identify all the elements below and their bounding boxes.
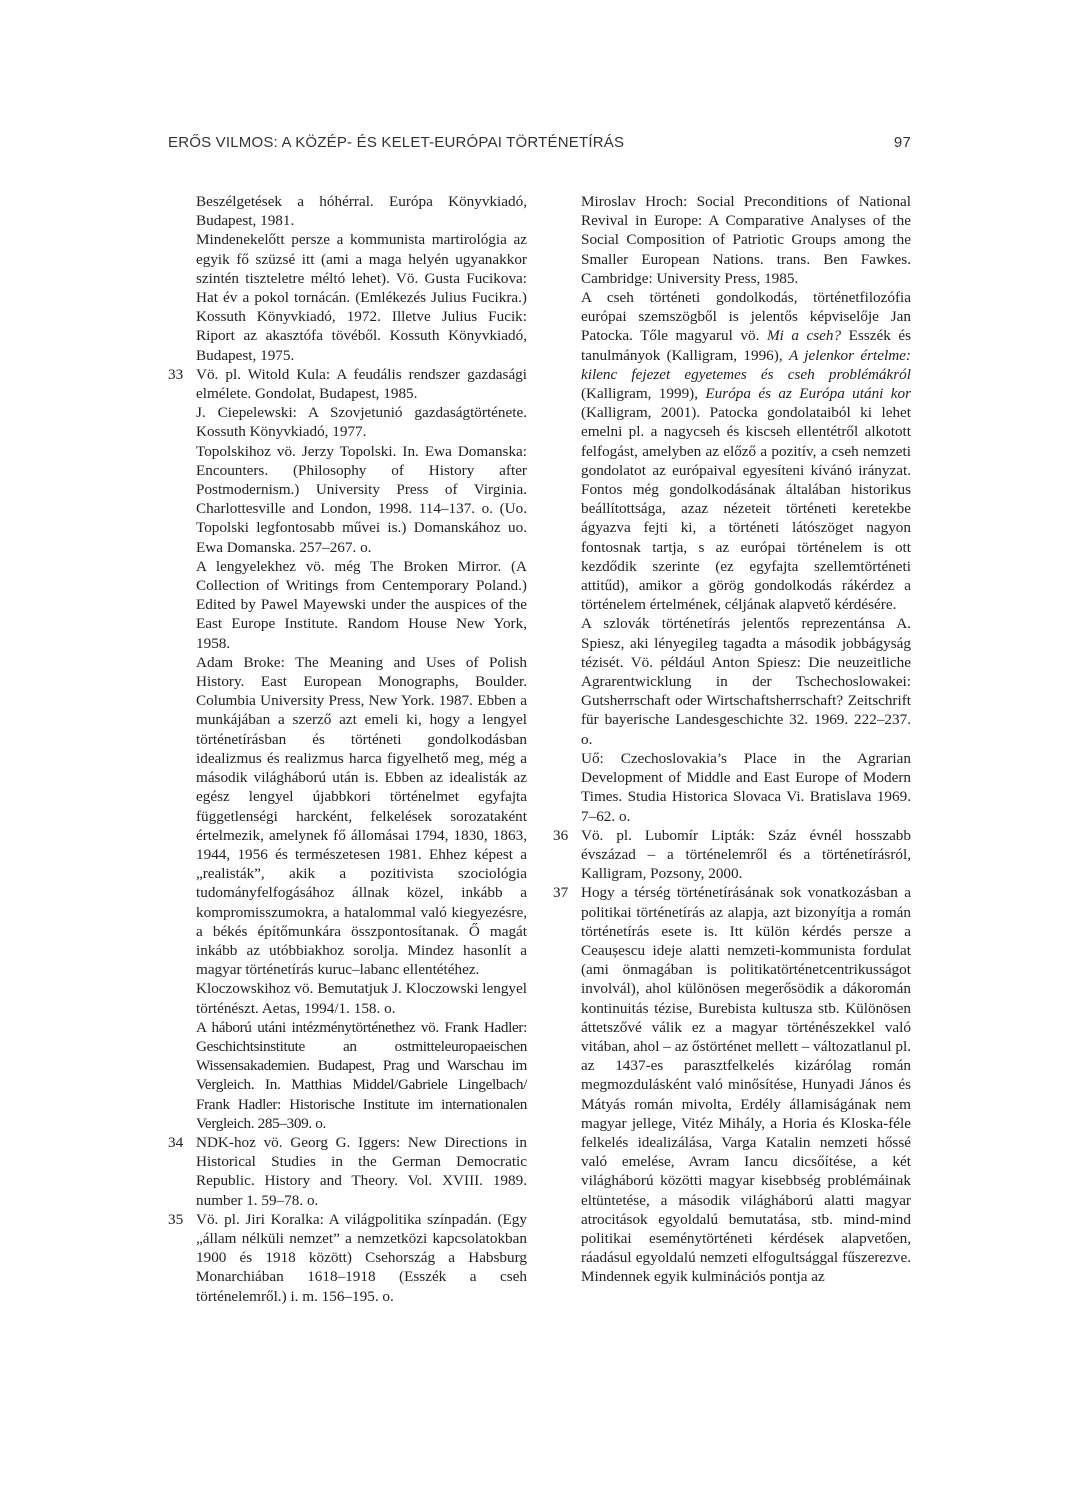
footnote-continuation: [168, 192, 527, 365]
footnote-paragraph: Topolskihoz vö. Jerzy Topolski. In. Ewa Domanska: Encounters. (Philosophy of History after Postmodernism.) University Press of Virginia. Charlottesville and London, 1998. 114–137. o. (Uo. Topolski legfontosabb művei is.) Domanskához uo. Ewa Domanska. 257–267. o.: [196, 442, 527, 556]
left-column: [168, 192, 527, 1306]
footnote-paragraph: Mindenekelőtt persze a kommunista martirológia az egyik fő szüzsé itt (ami a maga helyén ugyanakkor szintén tiszteletre méltó lehet). Vö. Gusta Fucikova: Hat év a pokol tornácán. (Emlékezés Julius Fucikra.) Kossuth Könyvkiadó, 1972. Illetve Julius Fucik: Riport az akasztófa tövéből. Kossuth Könyvkiadó, Budapest, 1975.: [196, 231, 527, 364]
footnote-paragraph: NDK-hoz vö. Georg G. Iggers: New Directions in Historical Studies in the German Democratic Republic. History and Theory. Vol. XVIII. 1989. number 1. 59–78. o.: [196, 1133, 527, 1209]
page-number: 97: [893, 134, 911, 151]
footnote-paragraph: Adam Broke: The Meaning and Uses of Polish History. East European Monographs, Boulder. Columbia University Press, New York. 1987. Ebben a munkájában a szerző azt emeli ki, hogy a lengyel történetírásban és történeti gondolkodásban idealizmus és realizmus harca figyelhető meg, még a második világháború után is. Ebben az idealisták az egész lengyel újabbkori történelmet egyfajta függetlenségi harcként, felkelések sorozataként értelmezik, amelynek fő állomásai 1794, 1830, 1863, 1944, 1956 és természetesen 1981. Ehhez képest a „realisták”, akik a pozitivista szociológia tudományfelfogásához állnak közel, inkább a kompromisszumokra, a hatalommal való kiegyezésre, a békés építőmunkára összpontosítanak. Ő magát inkább az utóbbiakhoz sorolja. Mindez hasonlít a magyar történetírás kuruc–labanc ellentétéhez.: [196, 653, 527, 979]
footnote-number: 34: [168, 1133, 184, 1151]
text-run: (Kalligram, 2001). Patocka gondolataiból ki lehet emelni pl. a nagycseh és kiscseh ellentétről alkotott felfogást, amelyben az előző a pozitív, a cseh nemzeti gondolatot az európaival egyesíteni kívánó irányzat. Fontos még gondolkodásának általában historikus beállítottsága, azaz nézeteit történeti keretekbe ágyazva fejti ki, a történeti látószöget nagyon fontosnak tartja, s az európai történelem is ott kezdődik szerinte (ez egyfajta szellemtörténeti attitűd), amikor a görög gondolkodás rákérdez a történelem értelmének, céljának alapvető kérdésére.: [581, 404, 911, 614]
book-title-italic: Mi a cseh?: [766, 327, 842, 345]
book-title-italic: A jelenkor értelme: kilenc fejezet egyetemes és cseh problémákról: [581, 346, 911, 383]
running-header: [168, 134, 911, 151]
footnote-34: [168, 1133, 527, 1210]
footnote-paragraph: Beszélgetések a hóhérral. Európa Könyvkiadó, Budapest, 1981.: [196, 193, 527, 230]
footnote-37: [553, 883, 911, 1286]
footnote-33: [168, 365, 527, 1133]
text-run: A cseh történeti gondolkodás, történetfilozófia európai szemszögből is jelentős képviselője Jan Patocka. Tőle magyarul vö.: [581, 289, 911, 345]
text-run: (Kalligram, 1999),: [581, 385, 706, 403]
footnote-paragraph: Vö. pl. Lubomír Lipták: Száz évnél hosszabb évszázad – a történelemről és a történetírásról, Kalligram, Pozsony, 2000.: [581, 826, 911, 883]
book-title-italic: Európa és az Európa utáni kor: [705, 385, 911, 403]
footnote-36: [553, 826, 911, 884]
footnote-number: 37: [553, 884, 569, 902]
footnote-paragraph: Vö. pl. Jiri Koralka: A világpolitika színpadán. (Egy „állam nélküli nemzet” a nemzetközi kapcsolatokban 1900 és 1918 között) Csehország a Habsburg Monarchiában 1618–1918 (Esszék a cseh történelemről.) i. m. 156–195. o.: [196, 1210, 527, 1305]
footnote-number: 33: [168, 365, 184, 383]
footnote-35: [168, 1210, 527, 1306]
text-run: Esszék és tanulmányok (Kalligram, 1996),: [581, 327, 912, 364]
footnote-paragraph: Kloczowskihoz vö. Bemutatjuk J. Kloczowski lengyel történészt. Aetas, 1994/1. 158. o.: [196, 980, 527, 1017]
footnote-paragraph: Vö. pl. Witold Kula: A feudális rendszer gazdasági elmélete. Gondolat, Budapest, 1985.: [196, 365, 527, 403]
footnote-number: 36: [553, 826, 569, 844]
footnote-paragraph: A szlovák történetírás jelentős reprezentánsa A. Spiesz, aki lényegileg tagadta a második jobbágyság tézisét. Vö. például Anton Spiesz: Die neuzeitliche Agrarentwicklung in der Tschechoslowakei: Gutsherrschaft oder Wirtschaftsherrschaft? Zeitschrift für bayerische Landesgeschichte 32. 1969. 222–237. o.: [581, 615, 911, 748]
footnote-paragraph: A háború utáni intézménytörténethez vö. Frank Hadler: Geschichtsinstitute an ostmitteleuropaeischen Wissensakademien. Budapest, Prag und Warschau im Vergleich. In. Matthias Middel/Gabriele Lingelbach/ Frank Hadler: Historische Institute im internationalen Vergleich. 285–309. o.: [196, 1018, 527, 1132]
footnote-paragraph-patocka: [581, 288, 911, 614]
right-column: [553, 192, 911, 1287]
running-title: ERŐS VILMOS: A KÖZÉP- ÉS KELET-EURÓPAI TÖRTÉNETÍRÁS: [168, 134, 625, 151]
footnote-continuation: [553, 192, 911, 826]
footnote-number: 35: [168, 1210, 184, 1228]
footnote-paragraph: J. Ciepelewski: A Szovjetunió gazdaságtörténete. Kossuth Könyvkiadó, 1977.: [196, 404, 527, 441]
footnote-paragraph: Miroslav Hroch: Social Preconditions of National Revival in Europe: A Comparative Analyses of the Social Composition of Patriotic Groups among the Smaller European Nations. trans. Ben Fawkes. Cambridge: University Press, 1985.: [581, 193, 911, 287]
footnote-paragraph: Hogy a térség történetírásának sok vonatkozásban a politikai történetírás az alapja, azt bizonyítja a román történetírás esete is. Itt külön kérdés persze a Ceaușescu ideje alatti nemzeti-kommunista fordulat (ami önmagában is politikatörténetcentrikusságot involvál), ahol különösen megerősödik a dákoromán kontinuitás tézise, Burebista kultusza stb. Különösen áttetszővé válik ez a magyar történészekkel való vitában, ahol – az őstörténet mellett – változatlanul pl. az 1437-es parasztfelkelés kizárólag román megmozdulásként való minősítése, Hunyadi János és Mátyás román mivolta, Erdély államiságának nem magyar jellege, Vitéz Mihály, a Horia és Kloska-féle felkelés idealizálása, Varga Katalin nemzeti hőssé való emelése, Avram Iancu dicsőítése, a két világháború közötti magyar kisebbség problémáinak eltüntetése, a második világháború alatti magyar atrocitások egyoldalú bemutatása, stb. mind-mind politikai eseménytörténeti kérdések alapvetően, ráadásul egyoldalú nemzeti elfogultsággal fűszerezve. Mindennek egyik kulminációs pontja az: [581, 884, 911, 1286]
footnote-paragraph: A lengyelekhez vö. még The Broken Mirror. (A Collection of Writings from Centemporary Poland.) Edited by Pawel Mayewski under the auspices of the East Europe Institute. Random House New York, 1958.: [196, 557, 527, 652]
footnote-paragraph: Uő: Czechoslovakia’s Place in the Agrarian Development of Middle and East Europe of Modern Times. Studia Historica Slovaca Vi. Bratislava 1969. 7–62. o.: [581, 749, 911, 825]
